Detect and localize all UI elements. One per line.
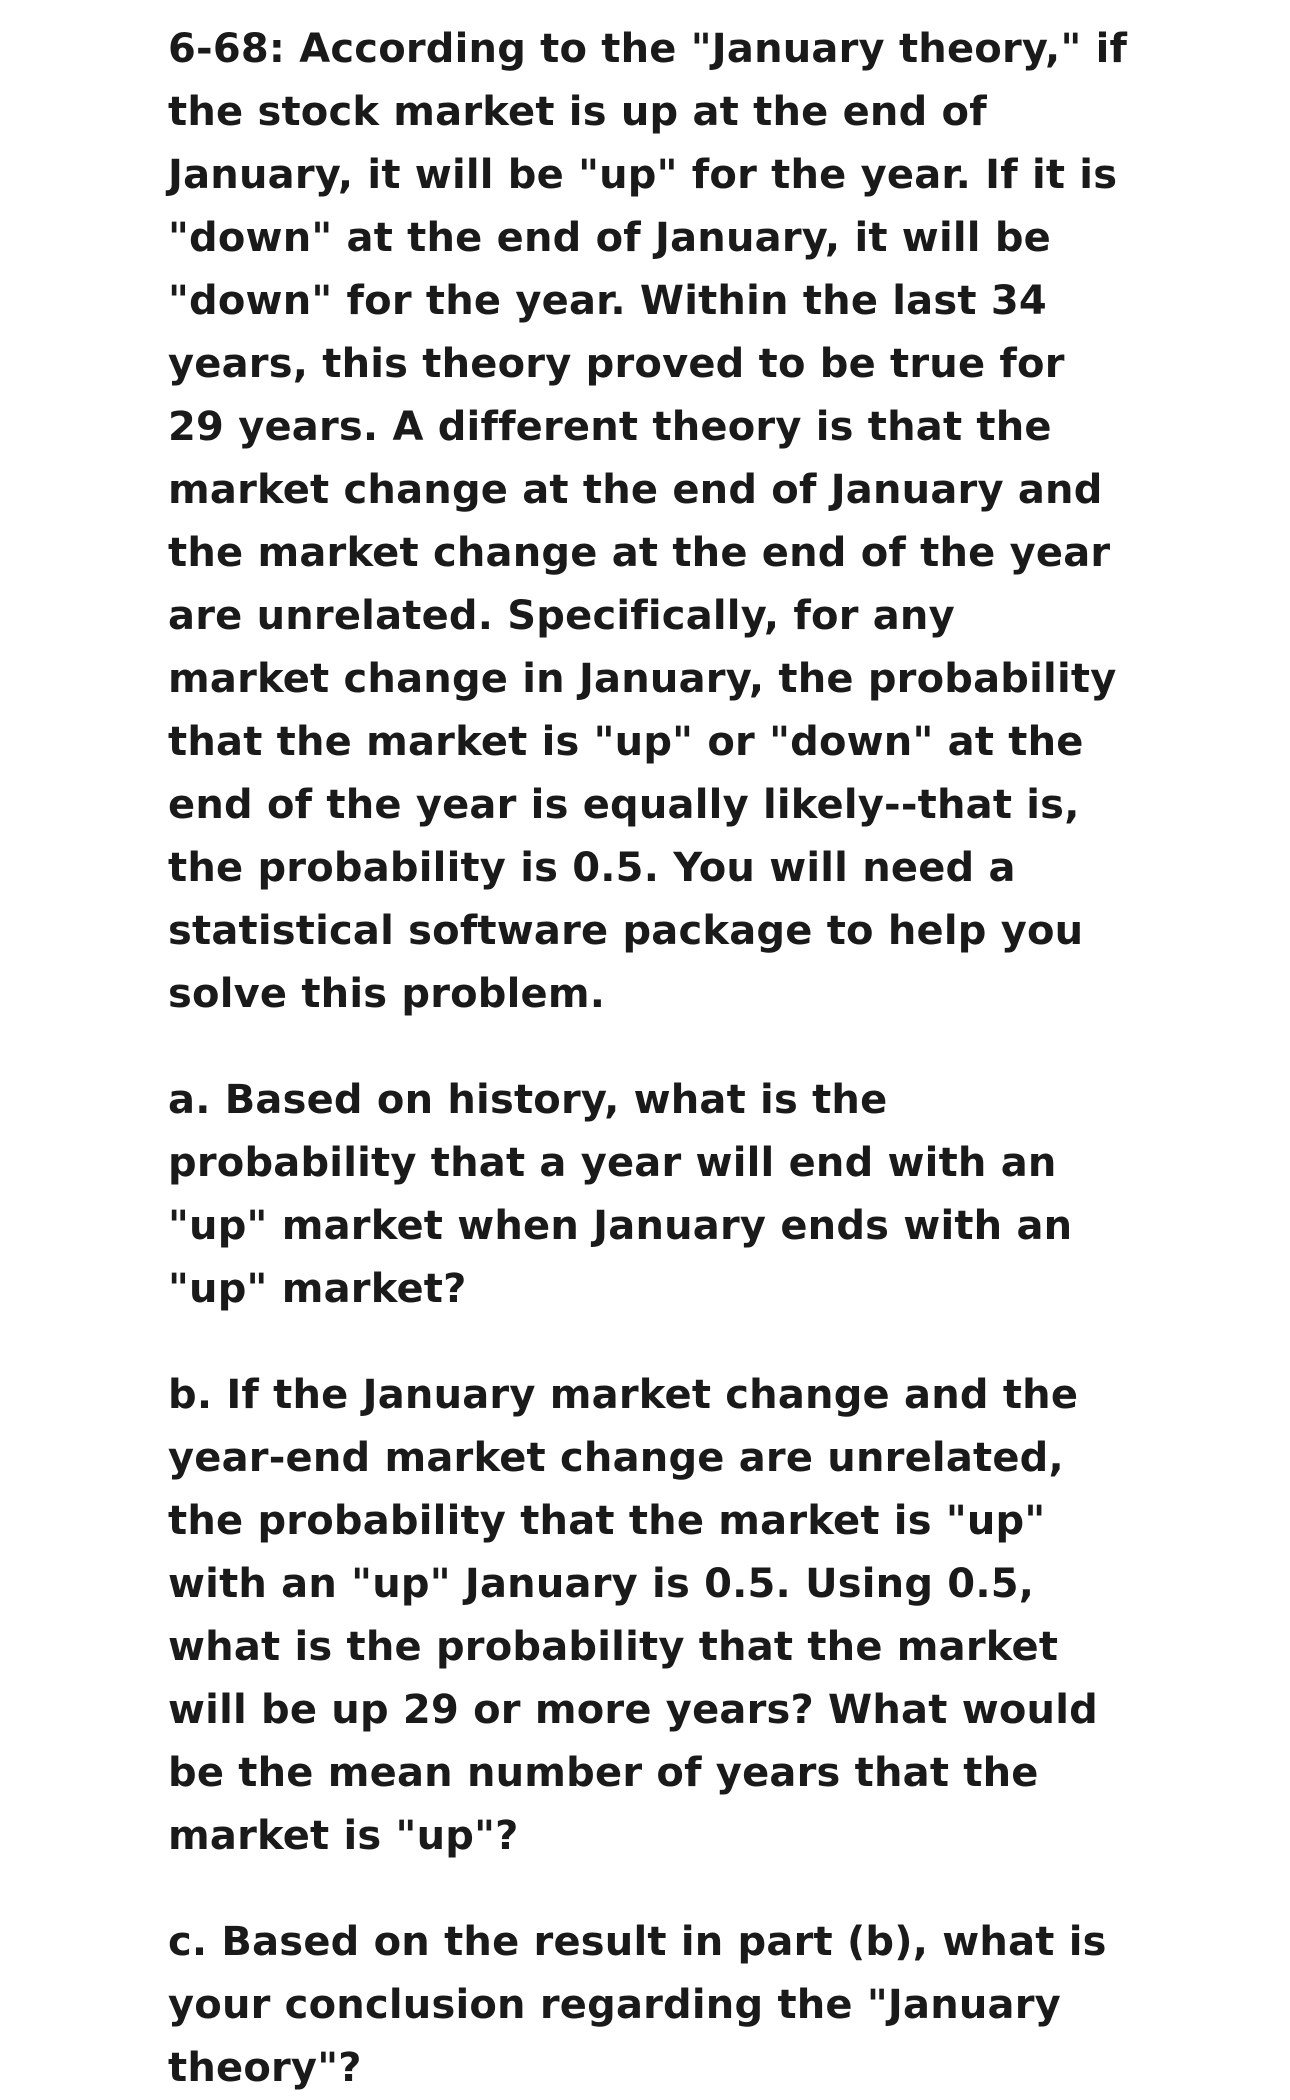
part-b: b. If the January market change and the year-end market change are unrelated, the probability that the market is "up" with an "up" January is 0.5. Using 0.5, what is the probability that the market will be up 29 or more years? What would be the mean number of years that the market is "up"?: [168, 1372, 1098, 1859]
problem-intro: 6-68: According to the "January theory," if the stock market is up at the end of January, it will be "up" for the year. If it is "down" at the end of January, it will be "down" for the year. Within the last 34 years, this theory proved to be true for 29 years. A different theory is that the market change at the end of January and the market change at the end of the year are unrelated. Specifically, for any market change in January, the probability that the market is "up" or "down" at the end of the year is equally likely--that is, the probability is 0.5. You will need a statistical software package to help you solve this problem.: [168, 26, 1128, 1017]
part-a: a. Based on history, what is the probability that a year will end with an "up" market when January ends with an "up" market?: [168, 1077, 1073, 1312]
part-c: c. Based on the result in part (b), what is your conclusion regarding the "January theory"?: [168, 1919, 1107, 2091]
paragraph-spacer: [168, 1026, 1128, 1069]
paragraph-spacer: [168, 1321, 1128, 1364]
problem-document: [168, 18, 1128, 2100]
paragraph-spacer: [168, 1868, 1128, 1911]
